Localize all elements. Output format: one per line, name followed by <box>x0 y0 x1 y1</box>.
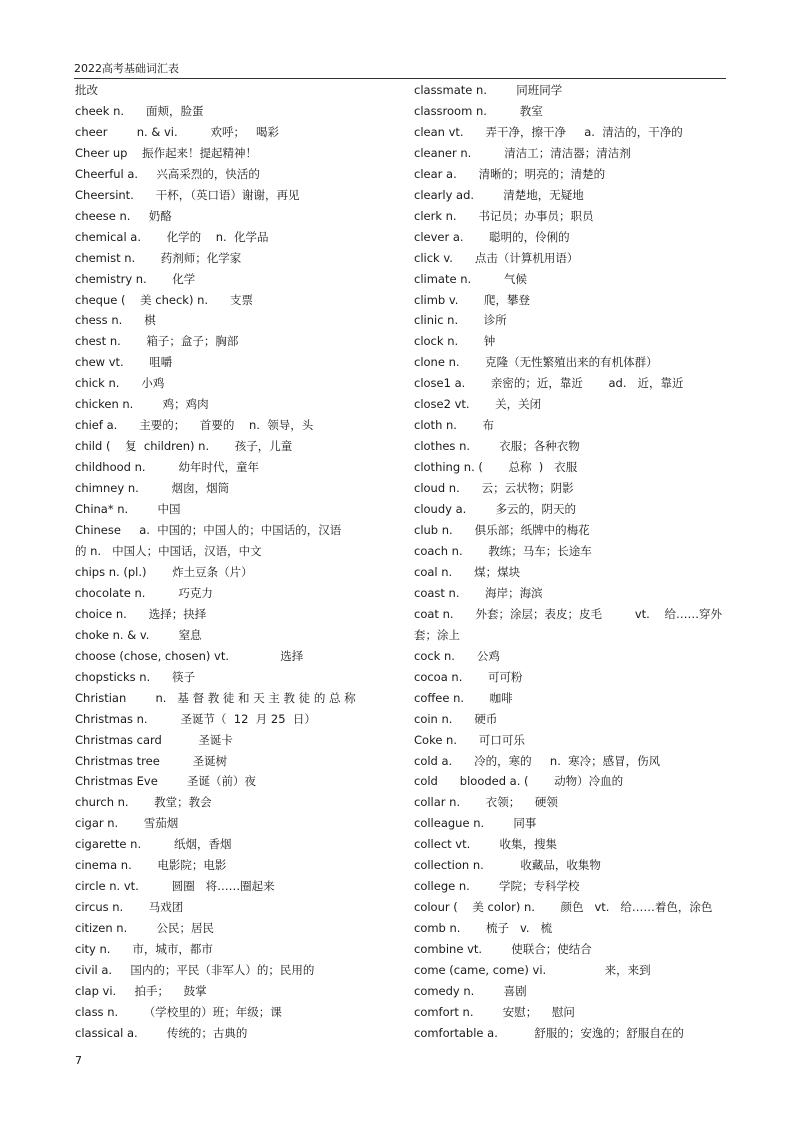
vocab-entry: coffee n. 咖啡 <box>414 690 513 705</box>
vocab-entry: chocolate n. 巧克力 <box>75 585 213 600</box>
vocab-entry: church n. 教堂；教会 <box>75 795 212 810</box>
right-column <box>414 80 726 1044</box>
vocab-entry: club n. 俱乐部；纸牌中的梅花 <box>414 523 590 538</box>
vocab-entry: combine vt. 使联合；使结合 <box>414 942 592 957</box>
vocab-entry: chew vt. 咀嚼 <box>75 355 173 370</box>
vocab-entry: city n. 市，城市，都市 <box>75 942 213 957</box>
vocab-entry: 套；涂上 <box>414 627 460 642</box>
vocab-entry: close2 vt. 关，关闭 <box>414 397 542 412</box>
vocab-entry: cock n. 公鸡 <box>414 648 500 663</box>
vocab-entry: choke n. & v. 窒息 <box>75 627 202 642</box>
vocab-entry: clap vi. 拍手； 鼓掌 <box>75 983 207 998</box>
vocab-entry: cloudy a. 多云的，阴天的 <box>414 502 577 517</box>
vocab-entry: comb n. 梳子 v. 梳 <box>414 921 553 936</box>
vocab-entry: Chinese a. 中国的；中国人的；中国话的，汉语 <box>75 523 342 538</box>
vocab-entry: classroom n. 教室 <box>414 103 543 118</box>
vocab-entry: collar n. 衣领； 硬领 <box>414 795 558 810</box>
vocab-entry: choice n. 选择；抉择 <box>75 606 207 621</box>
vocab-entry: Cheersint. 干杯，（英口语）谢谢，再见 <box>75 187 300 202</box>
vocab-entry: comfort n. 安慰； 慰问 <box>414 1004 575 1019</box>
vocab-entry: climate n. 气候 <box>414 271 528 286</box>
vocab-entry: climb v. 爬，攀登 <box>414 292 531 307</box>
vocab-entry: click v. 点击（计算机用语） <box>414 250 579 265</box>
vocab-entry: childhood n. 幼年时代，童年 <box>75 460 259 475</box>
vocab-entry: class n. （学校里的）班；年级；课 <box>75 1004 282 1019</box>
vocab-entry: Christmas card 圣诞卡 <box>75 732 233 747</box>
vocab-entry: child ( 复 children) n. 孩子，儿童 <box>75 439 293 454</box>
vocab-entry: clear a. 清晰的；明亮的；清楚的 <box>414 166 606 181</box>
vocab-entry: 批改 <box>75 83 98 97</box>
vocab-entry: comedy n. 喜剧 <box>414 983 527 998</box>
vocab-entry: college n. 学院；专科学校 <box>414 879 580 894</box>
vocab-entry: cocoa n. 可可粉 <box>414 669 523 684</box>
vocab-entry: cloud n. 云；云状物；阴影 <box>414 481 574 496</box>
vocab-entry: colleague n. 同事 <box>414 816 537 831</box>
vocab-entry: cold a. 冷的，寒的 n. 寒冷；感冒，伤风 <box>414 753 661 768</box>
vocab-entry: clearly ad. 清楚地，无疑地 <box>414 187 584 202</box>
vocab-entry: cigarette n. 纸烟，香烟 <box>75 837 232 852</box>
vocab-entry: Christmas Eve 圣诞（前）夜 <box>75 774 257 789</box>
vocab-entry: close1 a. 亲密的；近，靠近 ad. 近，靠近 <box>414 376 684 391</box>
vocab-entry: chemical a. 化学的 n. 化学品 <box>75 229 269 244</box>
vocab-entry: circle n. vt. 圆圈 将……圈起来 <box>75 879 275 894</box>
vocab-entry: cheese n. 奶酪 <box>75 208 172 223</box>
vocab-entry: colour ( 美 color) n. 颜色 vt. 给……着色，涂色 <box>414 900 713 915</box>
vocab-entry: Christmas n. 圣诞节（ 12 月 25 日） <box>75 711 316 726</box>
vocab-entry: chick n. 小鸡 <box>75 376 165 391</box>
document-title: 2022高考基础词汇表 <box>74 62 179 75</box>
vocab-entry: collect vt. 收集，搜集 <box>414 837 558 852</box>
vocab-entry: 的 n. 中国人；中国话，汉语，中文 <box>75 543 262 558</box>
vocab-entry: chips n. (pl.) 炸土豆条（片） <box>75 564 253 579</box>
vocab-entry: cinema n. 电影院；电影 <box>75 858 227 873</box>
vocab-entry: cleaner n. 清洁工；清洁器；清洁剂 <box>414 145 631 160</box>
vocab-entry: chest n. 箱子；盒子；胸部 <box>75 334 239 349</box>
vocab-entry: chopsticks n. 筷子 <box>75 669 196 684</box>
vocab-entry: circus n. 马戏团 <box>75 900 184 915</box>
vocab-entry: clean vt. 弄干净，擦干净 a. 清洁的，干净的 <box>414 124 683 139</box>
vocab-entry: come (came, come) vi. 来，来到 <box>414 963 651 978</box>
vocab-entry: cheek n. 面颊，脸蛋 <box>75 103 204 118</box>
vocab-entry: chicken n. 鸡；鸡肉 <box>75 397 209 412</box>
vocab-entry: chemist n. 药剂师；化学家 <box>75 250 242 265</box>
vocab-entry: civil a. 国内的；平民（非军人）的；民用的 <box>75 963 315 978</box>
vocab-entry: clerk n. 书记员；办事员；职员 <box>414 208 594 223</box>
vocab-entry: collection n. 收藏品，收集物 <box>414 858 601 873</box>
vocab-entry: chess n. 棋 <box>75 313 156 328</box>
vocab-entry: coast n. 海岸；海滨 <box>414 585 543 600</box>
vocab-entry: coach n. 教练；马车；长途车 <box>414 543 592 558</box>
page-number: 7 <box>75 1054 82 1067</box>
vocab-entry: clever a. 聪明的，伶俐的 <box>414 229 570 244</box>
vocab-entry: cheer n. & vi. 欢呼； 喝彩 <box>75 124 279 139</box>
left-column <box>75 80 387 1044</box>
vocab-entry: cold blooded a. ( 动物）冷血的 <box>414 774 624 789</box>
vocab-entry: clothing n. ( 总称 ) 衣服 <box>414 460 578 475</box>
vocab-entry: Christmas tree 圣诞树 <box>75 753 228 768</box>
vocab-entry: cheque ( 美 check) n. 支票 <box>75 292 253 307</box>
vocab-entry: chimney n. 烟囱，烟筒 <box>75 481 230 496</box>
vocab-entry: comfortable a. 舒服的；安逸的；舒服自在的 <box>414 1025 684 1040</box>
vocab-entry: chemistry n. 化学 <box>75 271 196 286</box>
vocab-entry: clinic n. 诊所 <box>414 313 507 328</box>
vocab-entry: classmate n. 同班同学 <box>414 83 563 97</box>
vocab-entry: Cheerful a. 兴高采烈的，快活的 <box>75 166 260 181</box>
vocab-entry: cloth n. 布 <box>414 418 495 433</box>
vocab-entry: Cheer up 振作起来！提起精神！ <box>75 145 258 160</box>
vocab-entry: clock n. 钟 <box>414 334 496 349</box>
vocab-entry: choose (chose, chosen) vt. 选择 <box>75 648 304 663</box>
vocab-entry: chief a. 主要的； 首要的 n. 领导，头 <box>75 418 314 433</box>
vocab-entry: clone n. 克隆（无性繁殖出来的有机体群） <box>414 355 658 370</box>
page-header <box>74 62 726 79</box>
vocab-entry: cigar n. 雪茄烟 <box>75 816 179 831</box>
vocab-entry: citizen n. 公民；居民 <box>75 921 214 936</box>
vocab-entry: Coke n. 可口可乐 <box>414 732 525 747</box>
vocab-entry: Christian n. 基 督 教 徒 和 天 主 教 徒 的 总 称 <box>75 690 356 705</box>
vocab-entry: coin n. 硬币 <box>414 711 498 726</box>
vocab-entry: clothes n. 衣服；各种衣物 <box>414 439 580 454</box>
vocab-entry: China* n. 中国 <box>75 502 181 517</box>
vocab-entry: coal n. 煤；煤块 <box>414 564 521 579</box>
vocab-entry: coat n. 外套；涂层；表皮；皮毛 vt. 给……穿外 <box>414 606 722 621</box>
vocab-entry: classical a. 传统的；古典的 <box>75 1025 248 1040</box>
